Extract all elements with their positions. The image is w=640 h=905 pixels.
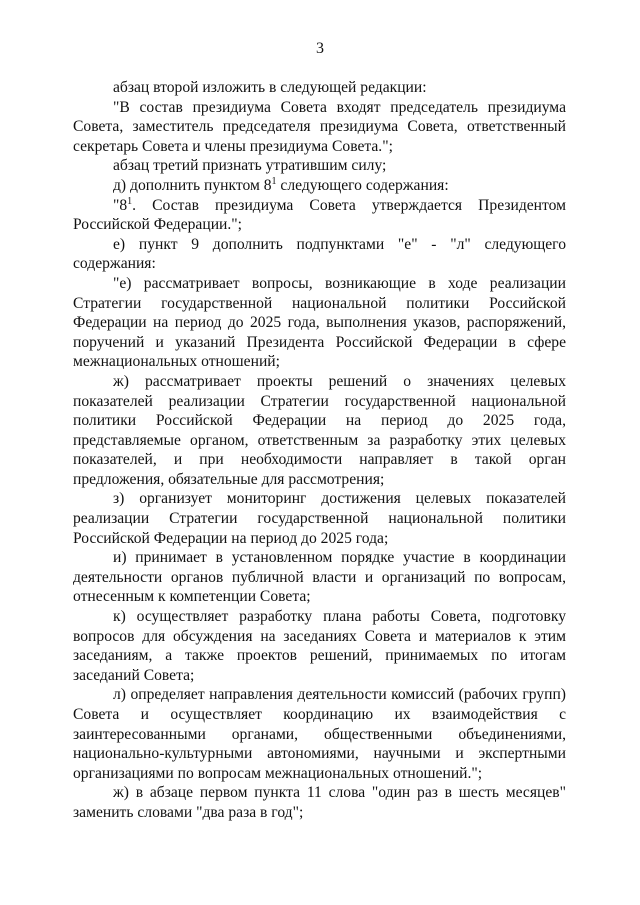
- paragraph-3: абзац третий признать утратившим силу;: [113, 157, 387, 175]
- paragraph-11: к) осуществляет разработку плана работы Совета, подготовку вопросов для обсуждения на заседаниях Совета и материалов к этим заседаниям, а также проектов решений, принимаемых по итогам заседаний Совета;: [73, 608, 566, 684]
- superscript-1: 1: [271, 175, 277, 187]
- page-number: 3: [316, 40, 324, 57]
- paragraph-4-text: д) дополнить пунктом 8: [113, 176, 272, 194]
- paragraph-5: [73, 196, 566, 235]
- paragraph-8: ж) рассматривает проекты решений о значениях целевых показателей реализации Стратегии государственной национальной политики Российской Федерации на период до 2025 года, представляемые органом, ответственным за разработку этих целевых показателей, и при необходимости направляет в такой орган предложения, обязательные для рассмотрения;: [73, 372, 566, 488]
- paragraph-2: "В состав президиума Совета входят председатель президиума Совета, заместитель председателя президиума Совета, ответственный секретарь Совета и члены президиума Совета.";: [73, 98, 566, 155]
- paragraph-13: ж) в абзаце первом пункта 11 слова "один раз в шесть месяцев" заменить словами "два раза в год";: [73, 784, 566, 821]
- paragraph-9: з) организует мониторинг достижения целевых показателей реализации Стратегии государственной национальной политики Российской Федерации на период до 2025 года;: [73, 490, 566, 547]
- paragraph-5-tail: . Состав президиума Совета утверждается Президентом Российской Федерации.";: [73, 196, 566, 234]
- paragraph-12: л) определяет направления деятельности комиссий (рабочих групп) Совета и осуществляет координацию их взаимодействия с заинтересованными органами, общественными объединениями, национально-культурными автономиями, научными и экспертными организациями по вопросам межнациональных отношений.";: [73, 686, 566, 782]
- paragraph-6: е) пункт 9 дополнить подпунктами "е" - "л" следующего содержания:: [73, 235, 566, 273]
- paragraph-4: [73, 176, 566, 196]
- document-body: [73, 78, 566, 823]
- paragraph-5-text: "8: [113, 196, 128, 214]
- paragraph-4-tail: следующего содержания:: [276, 176, 449, 194]
- paragraph-10: и) принимает в установленном порядке участие в координации деятельности органов публичной власти и организаций по вопросам, отнесенным к компетенции Совета;: [73, 549, 566, 606]
- superscript-1: 1: [127, 195, 133, 207]
- paragraph-1: абзац второй изложить в следующей редакции:: [113, 79, 427, 96]
- paragraph-7: "е) рассматривает вопросы, возникающие в ходе реализации Стратегии государственной национальной политики Российской Федерации на период до 2025 года, выполнения указов, распоряжений, поручений и указаний Президента Российской Федерации в сфере межнациональных отношений;: [73, 274, 566, 371]
